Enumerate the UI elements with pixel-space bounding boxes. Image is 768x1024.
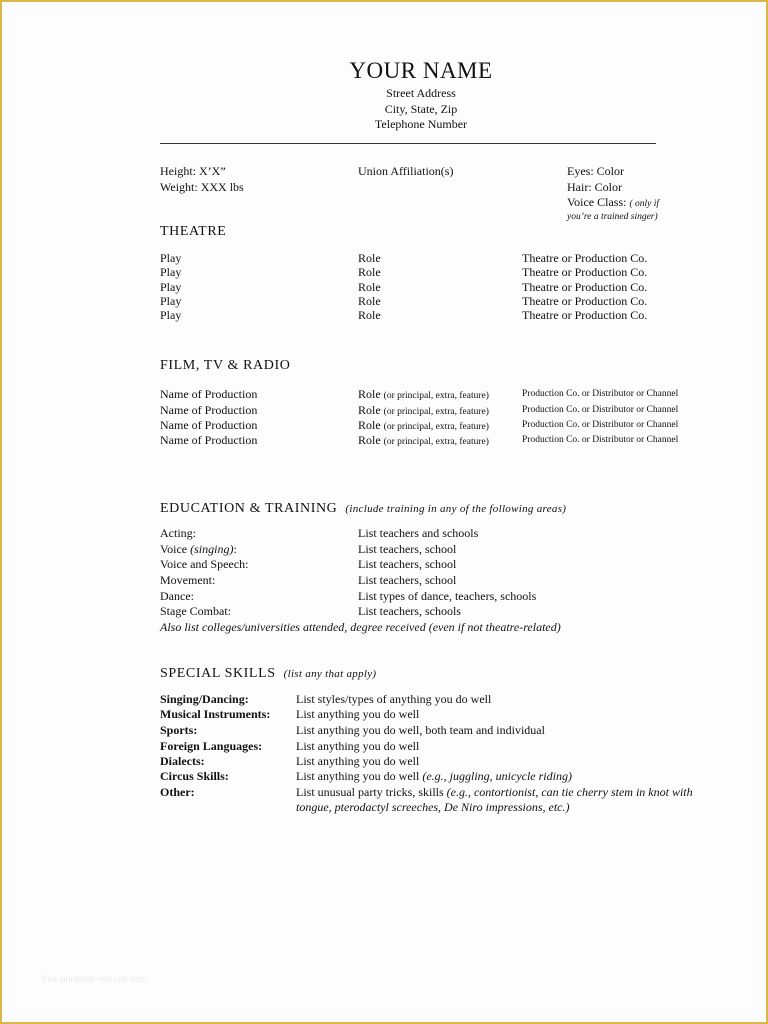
education-detail: List teachers, school: [358, 542, 457, 556]
skill-text-main: List anything you do well: [296, 754, 420, 768]
skills-heading: SPECIAL SKILLS: [160, 666, 276, 681]
theatre-play: Play: [160, 294, 182, 308]
education-heading-line: [160, 499, 566, 517]
film-heading: FILM, TV & RADIO: [160, 358, 291, 373]
education-area: [160, 557, 248, 572]
film-production: Name of Production: [160, 387, 258, 401]
theatre-company: Theatre or Production Co.: [522, 280, 648, 294]
hair-stat: Hair: Color: [567, 180, 622, 194]
film-role-label: Role: [358, 387, 381, 401]
skills-note: (list any that apply): [283, 668, 377, 680]
skill-label: Sports:: [160, 723, 198, 737]
education-detail: List teachers, schools: [358, 604, 461, 618]
theatre-company: Theatre or Production Co.: [522, 265, 648, 279]
skill-text: [296, 692, 491, 707]
education-area-text: Stage Combat:: [160, 604, 231, 618]
union-affiliation: Union Affiliation(s): [358, 164, 454, 178]
skill-text: [296, 769, 572, 784]
education-area: [160, 542, 237, 557]
resume-name: YOUR NAME: [349, 58, 493, 83]
skill-text-italic: (e.g., contortionist, can tie cherry stem in knot with: [446, 785, 693, 799]
skills-heading-line: [160, 664, 376, 682]
film-company: Production Co. or Distributor or Channel: [522, 405, 679, 415]
education-area-text: Movement:: [160, 573, 216, 587]
skill-label: Circus Skills:: [160, 769, 229, 783]
education-note: (include training in any of the following areas): [345, 503, 567, 515]
education-area-suffix: :: [233, 542, 237, 556]
height-stat: Height: X’X”: [160, 164, 226, 178]
education-area-text: Voice: [160, 542, 191, 556]
skill-text: [296, 707, 419, 722]
education-area: [160, 573, 215, 588]
theatre-role: Role: [358, 294, 381, 308]
header-divider: [160, 143, 656, 144]
film-company: Production Co. or Distributor or Channel: [522, 389, 679, 399]
education-area-italic: (singing): [190, 542, 234, 556]
theatre-company: Theatre or Production Co.: [522, 308, 648, 322]
skill-text: [296, 739, 419, 754]
film-role: [358, 433, 489, 448]
film-role-label: Role: [358, 433, 381, 447]
skill-label: Foreign Languages:: [160, 739, 263, 753]
skill-text-italic: (e.g., juggling, unicycle riding): [422, 769, 572, 783]
theatre-play: Play: [160, 280, 182, 294]
theatre-role: Role: [358, 308, 381, 322]
film-role-note: (or principal, extra, feature): [383, 422, 489, 432]
skill-label: Musical Instruments:: [160, 707, 271, 721]
voice-class-note-cont: you’re a trained singer): [567, 212, 658, 222]
skill-text: [296, 785, 693, 800]
education-area: [160, 604, 231, 619]
skill-text-continuation: tongue, pterodactyl screeches, De Niro impressions, etc.): [296, 800, 570, 814]
skill-text-main: List anything you do well: [296, 769, 423, 783]
street-address: Street Address: [386, 86, 456, 100]
film-role-note: (or principal, extra, feature): [383, 407, 489, 417]
education-detail: List teachers and schools: [358, 526, 479, 540]
theatre-company: Theatre or Production Co.: [522, 251, 648, 265]
skill-text: [296, 754, 419, 769]
skill-label: Other:: [160, 785, 195, 799]
skill-text-main: List anything you do well: [296, 739, 420, 753]
skill-label: Dialects:: [160, 754, 205, 768]
film-company: Production Co. or Distributor or Channel: [522, 435, 679, 445]
skill-text-main: List unusual party tricks, skills: [296, 785, 447, 799]
theatre-role: Role: [358, 251, 381, 265]
film-company: Production Co. or Distributor or Channel: [522, 420, 679, 430]
telephone-number: Telephone Number: [374, 117, 468, 131]
film-role: [358, 387, 489, 402]
education-area-text: Voice and Speech:: [160, 557, 249, 571]
city-state-zip: City, State, Zip: [384, 102, 458, 116]
skill-label: Singing/Dancing:: [160, 692, 249, 706]
education-footer-note: Also list colleges/universities attended, degree received (even if not theatre-related): [160, 620, 561, 634]
theatre-play: Play: [160, 265, 182, 279]
skill-text: [296, 723, 545, 738]
skill-text-main: List anything you do well, both team and individual: [296, 723, 545, 737]
theatre-heading: THEATRE: [160, 224, 227, 239]
skill-text-main: List anything you do well: [296, 707, 420, 721]
watermark: free-printable-resume.com: [42, 974, 148, 984]
eyes-stat: Eyes: Color: [567, 164, 624, 178]
theatre-company: Theatre or Production Co.: [522, 294, 648, 308]
education-detail: List types of dance, teachers, schools: [358, 589, 537, 603]
weight-stat: Weight: XXX lbs: [160, 180, 244, 194]
film-production: Name of Production: [160, 403, 258, 417]
theatre-play: Play: [160, 251, 182, 265]
education-area-text: Dance:: [160, 589, 194, 603]
education-detail: List teachers, school: [358, 573, 457, 587]
voice-class-stat: [567, 195, 659, 210]
theatre-play: Play: [160, 308, 182, 322]
film-role-label: Role: [358, 403, 381, 417]
film-role: [358, 403, 489, 418]
voice-class-label: Voice Class:: [567, 195, 627, 209]
education-area: [160, 526, 196, 541]
theatre-role: Role: [358, 265, 381, 279]
skill-text-main: List styles/types of anything you do well: [296, 692, 492, 706]
film-production: Name of Production: [160, 418, 258, 432]
education-area-text: Acting:: [160, 526, 196, 540]
film-role-label: Role: [358, 418, 381, 432]
voice-class-note: ( only if: [629, 199, 660, 209]
film-production: Name of Production: [160, 433, 258, 447]
film-role-note: (or principal, extra, feature): [383, 437, 489, 447]
film-role: [358, 418, 489, 433]
education-area: [160, 589, 194, 604]
education-detail: List teachers, school: [358, 557, 457, 571]
theatre-role: Role: [358, 280, 381, 294]
film-role-note: (or principal, extra, feature): [383, 391, 489, 401]
education-heading: EDUCATION & TRAINING: [160, 501, 338, 516]
